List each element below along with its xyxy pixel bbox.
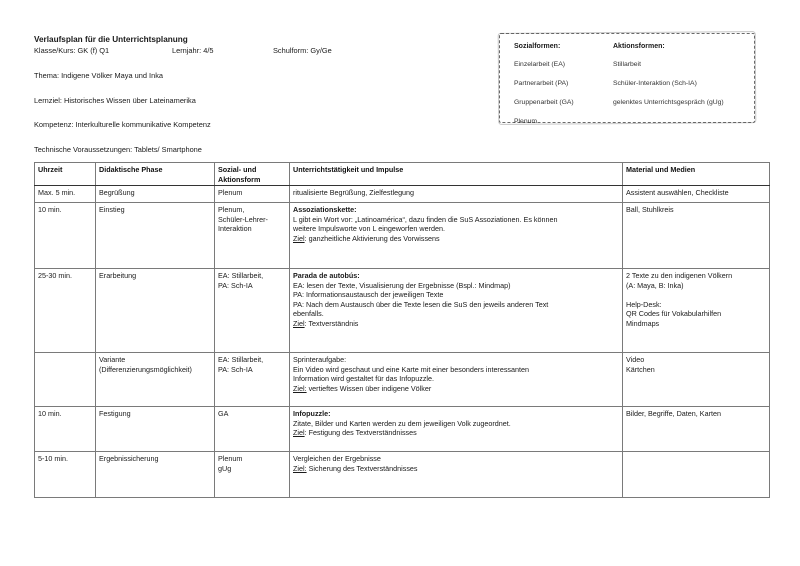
table-row bbox=[35, 269, 770, 353]
aktionsformen-column bbox=[613, 43, 724, 118]
impulse-text: ebenfalls. bbox=[293, 309, 324, 319]
cell-form bbox=[215, 203, 290, 269]
impulse-text: Zitate, Bilder und Karten werden zu dem jeweiligen Volk zugeordnet. bbox=[293, 418, 511, 428]
material-text: Kärtchen bbox=[626, 364, 655, 374]
material-text: Bilder, Begriffe, Daten, Karten bbox=[626, 409, 721, 418]
material-text: 2 Texte zu den indigenen Völkern bbox=[626, 271, 733, 280]
cell-impulse bbox=[290, 203, 623, 269]
impulse-text: EA: lesen der Texte, Visualisierung der Ergebnisse (Bspl.: Mindmap) bbox=[293, 280, 511, 290]
cell-material bbox=[623, 407, 770, 452]
legend-item: Gruppenarbeit (GA) bbox=[514, 99, 574, 106]
form-text: EA: Stillarbeit, bbox=[218, 271, 264, 280]
form-text: Schüler-Lehrer- bbox=[218, 214, 268, 224]
material-text: Ball, Stuhlkreis bbox=[626, 205, 674, 214]
cell-uhrzeit bbox=[35, 353, 96, 407]
ziel-line bbox=[293, 428, 619, 438]
impulse-text: weitere Impulsworte von L eingeworfen werden. bbox=[293, 224, 445, 234]
cell-material bbox=[623, 452, 770, 498]
ziel-text: vertieftes Wissen über indigene Völker bbox=[306, 383, 432, 393]
legend-item: Plenum bbox=[514, 118, 538, 125]
legend-item: Stillarbeit bbox=[613, 61, 641, 68]
sozialformen-header: Sozialformen: bbox=[514, 43, 561, 50]
ziel-text: : ganzheitliche Aktivierung des Vorwissens bbox=[304, 233, 440, 243]
ziel-label: Ziel bbox=[293, 233, 305, 243]
phase-text: Erarbeitung bbox=[99, 271, 137, 280]
header-material-medien: Material und Medien bbox=[623, 163, 770, 186]
table-header-row bbox=[35, 163, 770, 186]
activity-title: Parada de autobús: bbox=[293, 271, 360, 280]
header-unterrichtstaetigkeit: Unterrichtstätigkeit und Impulse bbox=[290, 163, 623, 186]
header-sozial-aktionsform: Sozial- und Aktionsform bbox=[215, 163, 290, 186]
schulform: Schulform: Gy/Ge bbox=[273, 46, 332, 55]
cell-form bbox=[215, 186, 290, 203]
cell-phase bbox=[96, 269, 215, 353]
ziel-label: Ziel bbox=[293, 428, 305, 438]
aktionsformen-header: Aktionsformen: bbox=[613, 43, 665, 50]
lernziel: Lernziel: Historisches Wissen über Lateinamerika bbox=[34, 96, 196, 105]
cell-impulse bbox=[290, 452, 623, 498]
legend-item: Partnerarbeit (PA) bbox=[514, 80, 569, 87]
activity-title: Assoziationskette: bbox=[293, 205, 357, 214]
cell-uhrzeit: 5-10 min. bbox=[35, 452, 96, 498]
header-uhrzeit: Uhrzeit bbox=[35, 163, 96, 186]
form-text: gUg bbox=[218, 463, 232, 473]
technische-voraussetzungen: Technische Voraussetzungen: Tablets/ Smartphone bbox=[34, 145, 202, 154]
impulse-text: Information wird gestaltet für das Infopuzzle. bbox=[293, 374, 435, 384]
material-text: Assistent auswählen, Checkliste bbox=[626, 188, 729, 197]
sozialformen-column bbox=[514, 43, 574, 137]
spacer bbox=[626, 290, 766, 300]
impulse-text: ritualisierte Begrüßung, Zielfestlegung bbox=[293, 188, 415, 197]
document-title: Verlaufsplan für die Unterrichtsplanung bbox=[34, 35, 188, 44]
impulse-text: Ein Video wird geschaut und eine Karte mit einer besonders interessanten bbox=[293, 364, 530, 374]
material-text: Video bbox=[626, 355, 645, 364]
kompetenz: Kompetenz: Interkulturelle kommunikative Kompetenz bbox=[34, 120, 211, 129]
cell-material bbox=[623, 269, 770, 353]
ziel-label: Ziel: bbox=[293, 463, 307, 473]
cell-uhrzeit: Max. 5 min. bbox=[35, 186, 96, 203]
ziel-line bbox=[293, 464, 619, 474]
material-text: Help-Desk: bbox=[626, 299, 662, 309]
table-row bbox=[35, 353, 770, 407]
activity-title: Vergleichen der Ergebnisse bbox=[293, 454, 381, 463]
ziel-label: Ziel bbox=[293, 318, 305, 328]
phase-text: Variante bbox=[99, 355, 126, 364]
form-text: PA: Sch-IA bbox=[218, 364, 253, 374]
phase-text: Ergebnissicherung bbox=[99, 454, 159, 463]
lesson-plan-table bbox=[34, 162, 770, 498]
legend-item: Einzelarbeit (EA) bbox=[514, 61, 565, 68]
cell-uhrzeit: 25-30 min. bbox=[35, 269, 96, 353]
cell-phase bbox=[96, 452, 215, 498]
cell-uhrzeit: 10 min. bbox=[35, 203, 96, 269]
ziel-text: : Festigung des Textverständnisses bbox=[304, 428, 417, 438]
ziel-text: Sicherung des Textverständnisses bbox=[306, 463, 418, 473]
cell-impulse bbox=[290, 353, 623, 407]
table-row bbox=[35, 186, 770, 203]
impulse-text: PA: Nach dem Austausch über die Texte lesen die SuS den jeweils anderen Text bbox=[293, 299, 549, 309]
ziel-text: : Textverständnis bbox=[304, 318, 359, 328]
legend-box bbox=[499, 33, 755, 123]
legend-item: Schüler-Interaktion (Sch-IA) bbox=[613, 80, 697, 87]
form-text: Plenum bbox=[218, 454, 243, 463]
cell-material bbox=[623, 203, 770, 269]
thema: Thema: Indigene Völker Maya und Inka bbox=[34, 71, 164, 80]
cell-uhrzeit: 10 min. bbox=[35, 407, 96, 452]
lernjahr: Lernjahr: 4/5 bbox=[172, 46, 214, 55]
impulse-text: PA: Informationsaustausch der jeweiligen Texte bbox=[293, 290, 444, 300]
cell-phase bbox=[96, 186, 215, 203]
cell-phase bbox=[96, 353, 215, 407]
legend-item: gelenktes Unterrichtsgespräch (gUg) bbox=[613, 99, 724, 106]
cell-form bbox=[215, 407, 290, 452]
table-row bbox=[35, 452, 770, 498]
cell-form bbox=[215, 353, 290, 407]
cell-material bbox=[623, 353, 770, 407]
table-row bbox=[35, 203, 770, 269]
header-didaktische-phase: Didaktische Phase bbox=[96, 163, 215, 186]
cell-form bbox=[215, 269, 290, 353]
phase-text: (Differenzierungsmöglichkeit) bbox=[99, 364, 192, 374]
form-text: PA: Sch-IA bbox=[218, 280, 253, 290]
ziel-line bbox=[293, 319, 619, 329]
form-text: Plenum bbox=[218, 188, 243, 197]
activity-title: Sprinteraufgabe: bbox=[293, 355, 347, 364]
activity-title: Infopuzzle: bbox=[293, 409, 331, 418]
phase-text: Einstieg bbox=[99, 205, 125, 214]
phase-text: Begrüßung bbox=[99, 188, 135, 197]
cell-impulse bbox=[290, 269, 623, 353]
form-text: Plenum, bbox=[218, 205, 245, 214]
material-text: Mindmaps bbox=[626, 318, 660, 328]
form-text: GA bbox=[218, 409, 229, 418]
ziel-line bbox=[293, 234, 619, 244]
impulse-text: L gibt ein Wort vor: „Latinoamérica“, dazu finden die SuS Assoziationen. Es können bbox=[293, 214, 558, 224]
klasse-kurs: Klasse/Kurs: GK (f) Q1 bbox=[34, 46, 110, 55]
table-row bbox=[35, 407, 770, 452]
cell-phase bbox=[96, 407, 215, 452]
material-text: QR Codes für Vokabularhilfen bbox=[626, 309, 722, 319]
cell-material bbox=[623, 186, 770, 203]
cell-phase bbox=[96, 203, 215, 269]
form-text: EA: Stillarbeit, bbox=[218, 355, 264, 364]
cell-form bbox=[215, 452, 290, 498]
cell-impulse bbox=[290, 186, 623, 203]
phase-text: Festigung bbox=[99, 409, 131, 418]
material-text: (A: Maya, B: Inka) bbox=[626, 280, 684, 290]
form-text: Interaktion bbox=[218, 224, 252, 234]
ziel-line bbox=[293, 384, 619, 394]
ziel-label: Ziel: bbox=[293, 383, 307, 393]
cell-impulse bbox=[290, 407, 623, 452]
